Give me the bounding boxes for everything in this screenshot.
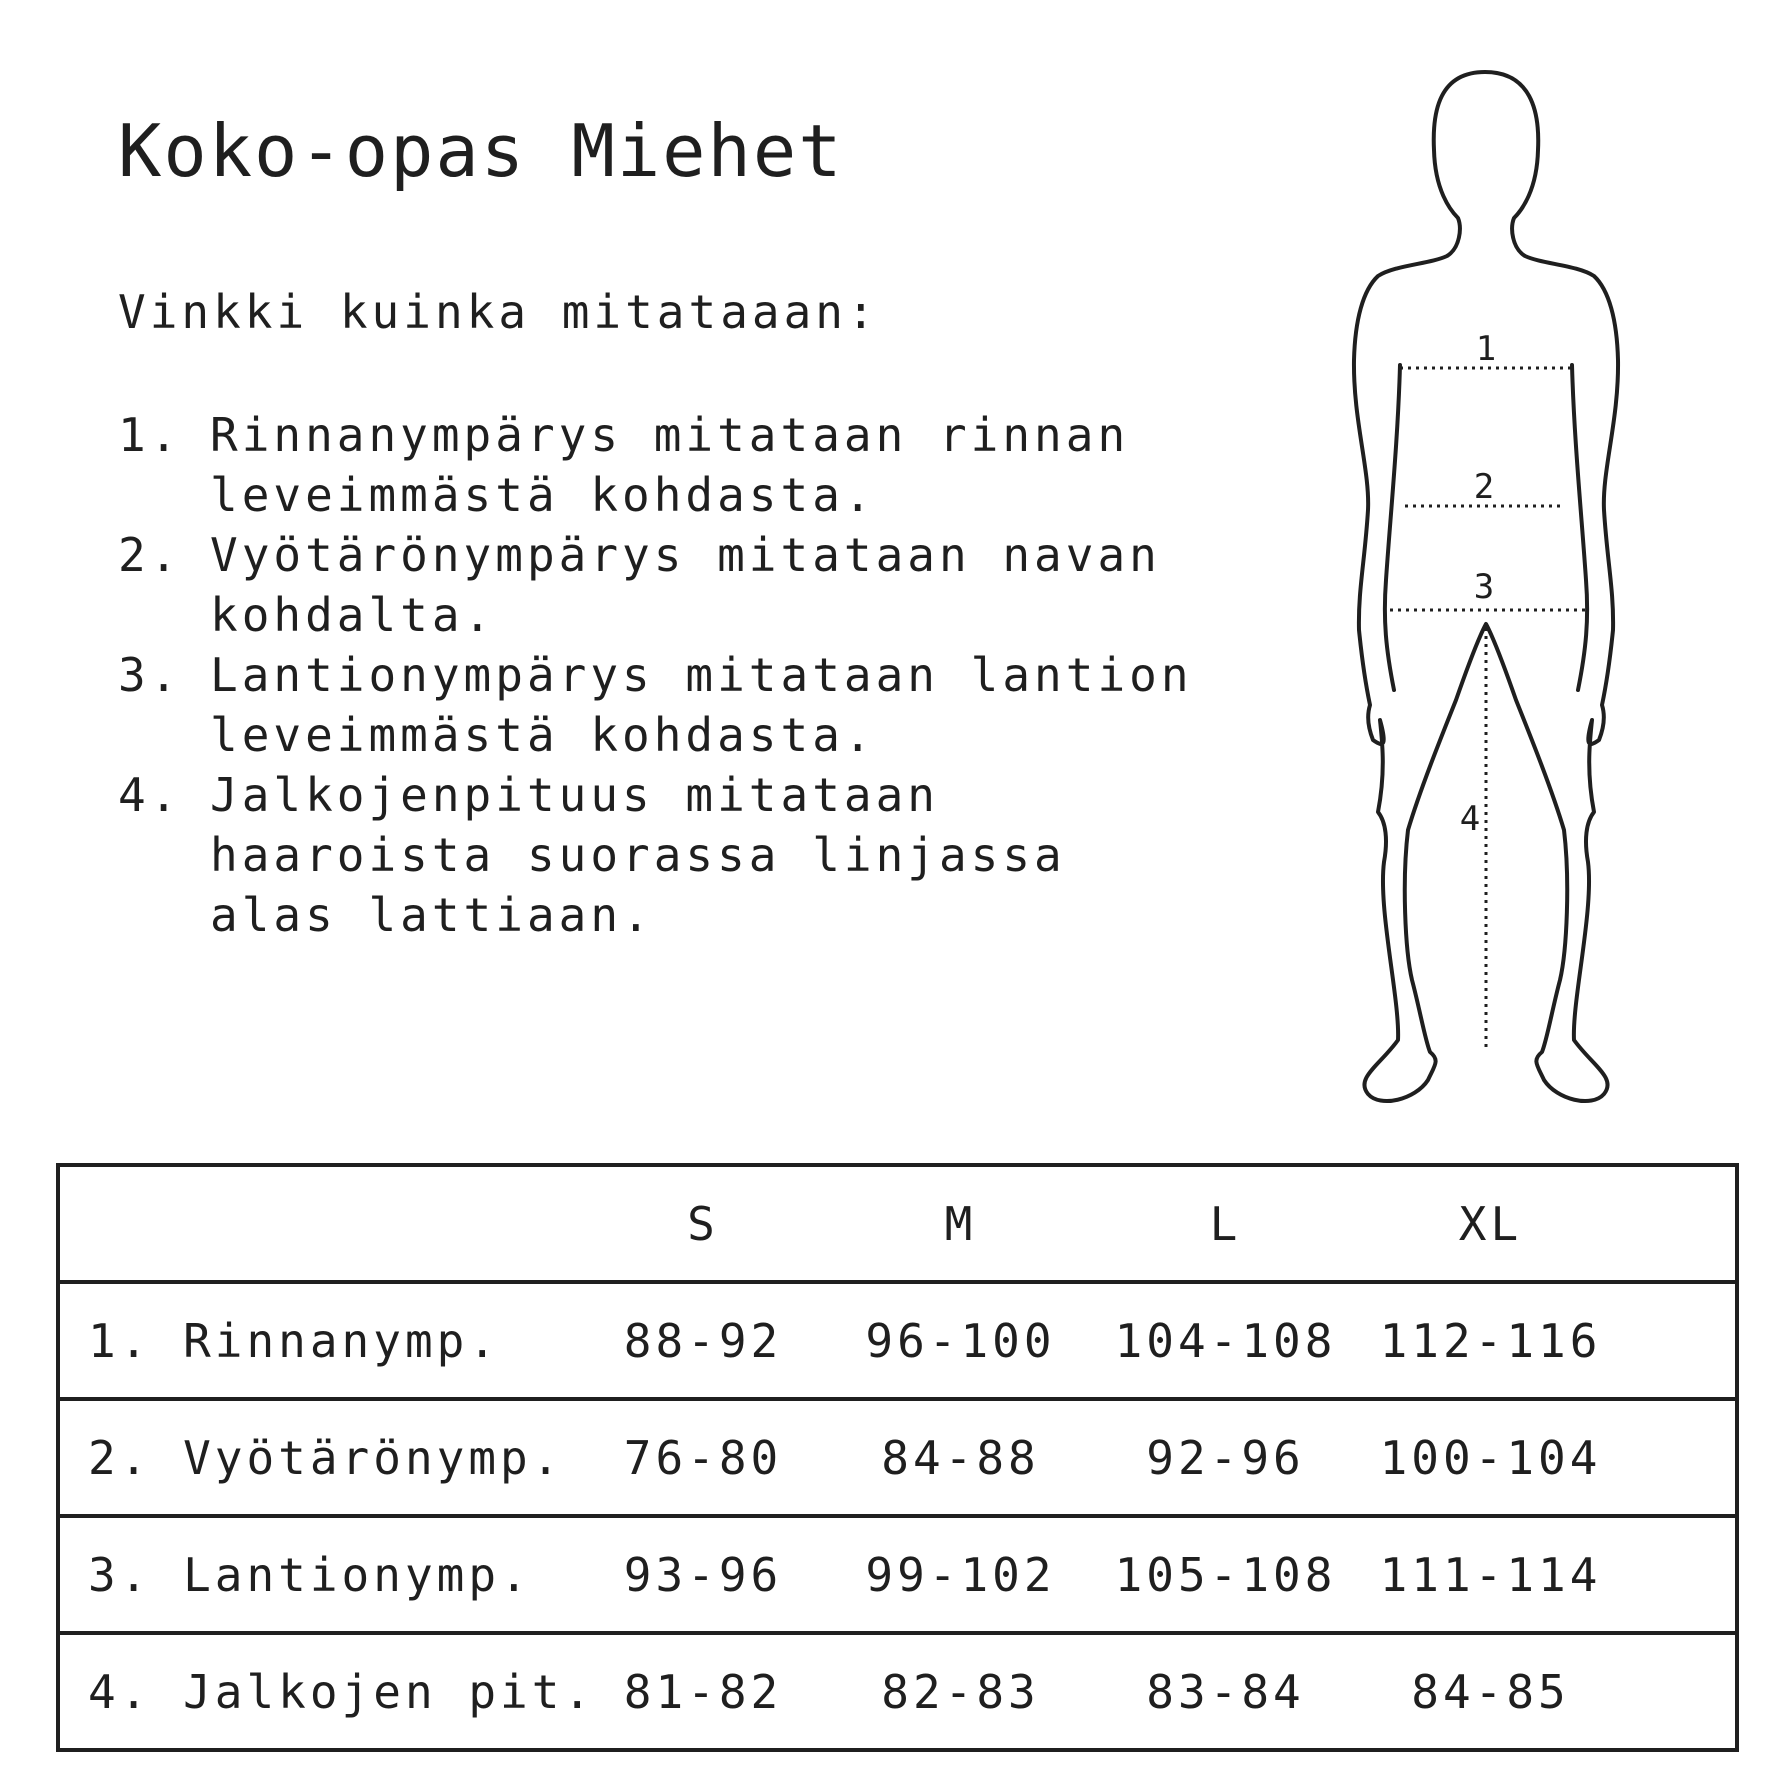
header-size-l: L — [1209, 1196, 1242, 1251]
step-text: Lantionympärys mitataan lantion leveimmästä kohdasta. — [210, 648, 1193, 762]
table-cell: 111-114 — [1358, 1516, 1623, 1633]
table-cell: 83-84 — [1093, 1633, 1358, 1750]
step-text: Vyötärönympärys mitataan navan kohdalta. — [210, 528, 1161, 642]
step-item — [118, 525, 1210, 645]
chest-label: 1 — [1475, 329, 1497, 369]
table-cell: 84-88 — [828, 1399, 1093, 1516]
spacer-cell — [1623, 1399, 1737, 1516]
waist-label: 2 — [1473, 467, 1495, 507]
step-text: Jalkojenpituus mitataan haaroista suorassa linjassa alas lattiaan. — [210, 768, 1066, 942]
step-item — [118, 405, 1210, 525]
left-arm-line — [1385, 365, 1400, 690]
right-arm-line — [1572, 365, 1587, 690]
table-cell: 96-100 — [828, 1282, 1093, 1399]
table-cell: 88-92 — [578, 1282, 828, 1399]
step-number: 1. — [118, 408, 182, 462]
step-item — [118, 645, 1210, 765]
header-size-m: M — [944, 1196, 977, 1251]
header-empty-cell — [58, 1165, 578, 1282]
row-label: 4. Jalkojen pit. — [58, 1633, 578, 1750]
row-label: 3. Lantionymp. — [58, 1516, 578, 1633]
table-row — [58, 1516, 1737, 1633]
table-row — [58, 1282, 1737, 1399]
step-item — [118, 765, 1210, 945]
table-cell: 112-116 — [1358, 1282, 1623, 1399]
spacer-cell — [1623, 1282, 1737, 1399]
table-header-row — [58, 1165, 1737, 1282]
step-number: 3. — [118, 648, 182, 702]
table-row — [58, 1633, 1737, 1750]
header-spacer-cell — [1623, 1165, 1737, 1282]
table-cell: 105-108 — [1093, 1516, 1358, 1633]
table-cell: 84-85 — [1358, 1633, 1623, 1750]
step-text: Rinnanympärys mitataan rinnan leveimmästä kohdasta. — [210, 408, 1130, 522]
spacer-cell — [1623, 1516, 1737, 1633]
step-number: 4. — [118, 768, 182, 822]
page-title: Koko-opas Miehet — [118, 109, 844, 193]
table-cell: 100-104 — [1358, 1399, 1623, 1516]
header-size-s: S — [687, 1196, 719, 1251]
spacer-cell — [1623, 1633, 1737, 1750]
row-label: 2. Vyötärönymp. — [58, 1399, 578, 1516]
table-cell: 93-96 — [578, 1516, 828, 1633]
hip-label: 3 — [1473, 567, 1495, 607]
table-cell: 92-96 — [1093, 1399, 1358, 1516]
table-cell: 104-108 — [1093, 1282, 1358, 1399]
row-label: 1. Rinnanymp. — [58, 1282, 578, 1399]
measurement-steps — [118, 405, 1210, 945]
table-row — [58, 1399, 1737, 1516]
body-outline-figure — [1330, 60, 1630, 1110]
step-number: 2. — [118, 528, 182, 582]
table-cell: 82-83 — [828, 1633, 1093, 1750]
table-cell: 81-82 — [578, 1633, 828, 1750]
header-size-xl: XL — [1458, 1196, 1523, 1251]
measure-tip-heading: Vinkki kuinka mitataaan: — [118, 285, 879, 339]
size-table — [56, 1163, 1739, 1752]
inseam-label: 4 — [1459, 799, 1481, 839]
table-cell: 99-102 — [828, 1516, 1093, 1633]
table-cell: 76-80 — [578, 1399, 828, 1516]
